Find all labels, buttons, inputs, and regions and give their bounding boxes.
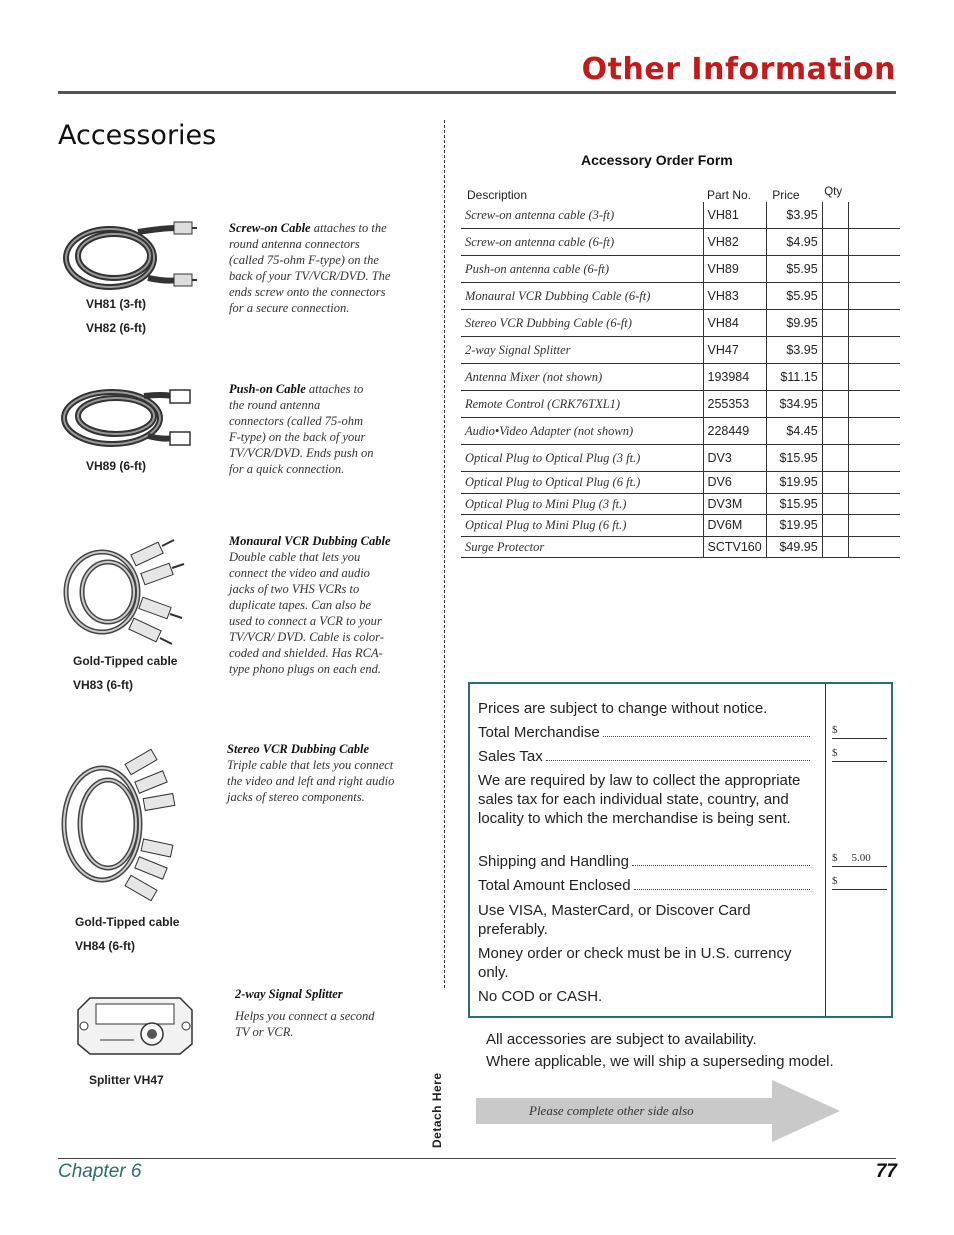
order-row-part-number: DV3 [703,445,766,472]
shipping-line: Shipping and Handling [478,852,812,871]
signal-splitter-image [70,988,200,1060]
total-enclosed-amount-field[interactable]: $ [832,875,887,890]
order-row-part-number: 228449 [703,418,766,445]
order-row-part-number: DV3M [703,493,766,515]
order-row-total-field[interactable] [848,445,900,472]
order-row-total-field[interactable] [848,391,900,418]
push-on-cable-description: Push-on Cable attaches to the round antenna connectors (called 75-ohm F-type) on the back of your TV/VCR/DVD. Ends push on for a quick connection. [229,382,374,476]
stereo-dubbing-cable-name: Stereo VCR Dubbing Cable [227,742,370,756]
order-row-qty-field[interactable] [822,310,848,337]
money-order-note: Money order or check must be in U.S. currency only. [478,945,792,981]
order-row-part-number: VH82 [703,229,766,256]
order-row-price: $11.15 [766,364,822,391]
monaural-dubbing-cable-name: Monaural VCR Dubbing Cable [229,534,391,548]
order-form-header [461,186,900,202]
order-row [461,337,900,364]
order-row-qty-field[interactable] [822,445,848,472]
tax-note: We are required by law to collect the appropriate sales tax for each individual state, country, and locality to which the merchandise is being sent. [478,772,801,827]
order-row [461,283,900,310]
order-row-total-field[interactable] [848,472,900,494]
order-row-description: Screw-on antenna cable (6-ft) [461,229,703,256]
page-number: 77 [875,1161,897,1182]
order-row-description: Surge Protector [461,536,703,558]
order-row-qty-field[interactable] [822,493,848,515]
price-box-divider [825,684,826,1016]
order-row-part-number: 193984 [703,364,766,391]
order-row-price: $19.95 [766,472,822,494]
order-row [461,515,900,537]
footer-rule [58,1158,896,1159]
order-row-description: Optical Plug to Optical Plug (3 ft.) [461,445,703,472]
detach-line [444,120,445,988]
caption-vh82: VH82 (6-ft) [86,321,147,335]
order-row-part-number: VH47 [703,337,766,364]
screw-on-cable-image [58,218,198,298]
order-row-total-field[interactable] [848,229,900,256]
order-row-part-number: 255353 [703,391,766,418]
order-row-total-field[interactable] [848,493,900,515]
order-row [461,418,900,445]
section-title: Other Information [581,52,896,87]
caption-vh84: VH84 (6-ft) [75,939,136,953]
order-row-total-field[interactable] [848,256,900,283]
signal-splitter-name: 2-way Signal Splitter [235,987,343,1001]
column-qty: Qty [824,186,843,198]
order-row-price: $34.95 [766,391,822,418]
order-row [461,202,900,229]
order-row-part-number: VH81 [703,202,766,229]
order-row-total-field[interactable] [848,418,900,445]
total-merchandise-amount-field[interactable]: $ [832,724,887,739]
signal-splitter-description: 2-way Signal Splitter Helps you connect a second TV or VCR. [235,987,375,1039]
shipping-amount-field: $ 5.00 [832,852,887,867]
column-total [848,186,900,202]
caption-vh89: VH89 (6-ft) [86,459,147,473]
order-row-qty-field[interactable] [822,229,848,256]
order-row [461,445,900,472]
order-form-table [461,186,900,558]
monaural-dubbing-cable-description: Monaural VCR Dubbing Cable Double cable that lets you connect the video and audio jacks of two VHS VCRs to duplicate tapes. Can also be used to connect a VCR to your TV/VCR/ DVD. Cable is color-coded and shielded. Has RCA-type phono plugs on each end. [229,534,391,676]
order-row-description: Optical Plug to Optical Plug (6 ft.) [461,472,703,494]
order-row-qty-field[interactable] [822,418,848,445]
screw-on-cable-description: Screw-on Cable attaches to the round antenna connectors (called 75-ohm F-type) on the back of your TV/VCR/DVD. The ends screw onto the connectors for a secure connection. [229,221,391,315]
order-row-qty-field[interactable] [822,202,848,229]
order-row [461,364,900,391]
order-row-qty-field[interactable] [822,391,848,418]
caption-gold-tipped-vh84: Gold-Tipped cable [75,915,180,929]
order-row-description: Audio•Video Adapter (not shown) [461,418,703,445]
order-row-part-number: VH89 [703,256,766,283]
order-row [461,493,900,515]
caption-vh81: VH81 (3-ft) [86,297,147,311]
order-row-total-field[interactable] [848,515,900,537]
order-row-qty-field[interactable] [822,515,848,537]
order-row-price: $49.95 [766,536,822,558]
price-notice: Prices are subject to change without notice. [478,700,768,717]
order-row-part-number: VH83 [703,283,766,310]
sales-tax-line: Sales Tax [478,747,812,766]
detach-label: Detach Here [430,1072,444,1148]
order-row-description: Optical Plug to Mini Plug (3 ft.) [461,493,703,515]
arrow-text: Please complete other side also [529,1103,694,1118]
order-row [461,536,900,558]
order-row-qty-field[interactable] [822,256,848,283]
order-row-total-field[interactable] [848,310,900,337]
order-row-qty-field[interactable] [822,472,848,494]
monaural-dubbing-cable-image [58,530,198,650]
order-row [461,256,900,283]
order-row-description: Push-on antenna cable (6-ft) [461,256,703,283]
order-row [461,310,900,337]
cod-note: No COD or CASH. [478,988,603,1005]
order-row-price: $15.95 [766,445,822,472]
order-row-total-field[interactable] [848,536,900,558]
total-enclosed-line: Total Amount Enclosed [478,876,812,895]
order-row-description: Stereo VCR Dubbing Cable (6-ft) [461,310,703,337]
push-on-cable-image [58,382,198,454]
stereo-dubbing-cable-description: Stereo VCR Dubbing Cable Triple cable that lets you connect the video and left and right audio jacks of stereo components. [227,742,395,804]
order-row-description: Remote Control (CRK76TXL1) [461,391,703,418]
order-row-price: $3.95 [766,337,822,364]
order-row-qty-field[interactable] [822,364,848,391]
column-price: Price [772,188,800,202]
chapter-label: Chapter 6 [58,1161,142,1182]
stereo-dubbing-cable-image [58,738,198,908]
order-row-part-number: VH84 [703,310,766,337]
order-row-price: $3.95 [766,202,822,229]
order-row-price: $19.95 [766,515,822,537]
order-row-total-field[interactable] [848,283,900,310]
order-row-description: Monaural VCR Dubbing Cable (6-ft) [461,283,703,310]
order-row-part-number: DV6M [703,515,766,537]
order-row-total-field[interactable] [848,364,900,391]
screw-on-cable-name: Screw-on Cable [229,221,311,235]
order-row-description: Optical Plug to Mini Plug (6 ft.) [461,515,703,537]
order-row-part-number: DV6 [703,472,766,494]
order-row-description: Screw-on antenna cable (3-ft) [461,202,703,229]
column-part-no: Part No. [707,188,752,202]
order-row-total-field[interactable] [848,202,900,229]
order-row-description: Antenna Mixer (not shown) [461,364,703,391]
order-row [461,391,900,418]
order-row-qty-field[interactable] [822,536,848,558]
push-on-cable-name: Push-on Cable [229,382,306,396]
order-row-total-field[interactable] [848,337,900,364]
order-row-description: 2-way Signal Splitter [461,337,703,364]
order-row-price: $5.95 [766,256,822,283]
caption-vh47: Splitter VH47 [89,1073,164,1087]
page-title: Accessories [58,120,217,151]
caption-vh83: VH83 (6-ft) [73,678,134,692]
order-form-title: Accessory Order Form [581,152,733,168]
order-row-qty-field[interactable] [822,337,848,364]
order-row [461,472,900,494]
sales-tax-amount-field[interactable]: $ [832,747,887,762]
header-rule [58,91,896,94]
order-form-body [461,202,900,558]
order-row-price: $4.45 [766,418,822,445]
column-description: Description [467,188,528,202]
order-row-price: $4.95 [766,229,822,256]
order-row-price: $15.95 [766,493,822,515]
availability-line-2: Where applicable, we will ship a superseding model. [486,1053,834,1070]
availability-line-1: All accessories are subject to availability. [486,1031,757,1048]
caption-gold-tipped-vh83: Gold-Tipped cable [73,654,178,668]
payment-note: Use VISA, MasterCard, or Discover Card preferably. [478,902,751,938]
order-row [461,229,900,256]
order-row-qty-field[interactable] [822,283,848,310]
total-merchandise-line: Total Merchandise [478,723,812,742]
order-row-part-number: SCTV160 [703,536,766,558]
order-row-price: $5.95 [766,283,822,310]
order-row-price: $9.95 [766,310,822,337]
